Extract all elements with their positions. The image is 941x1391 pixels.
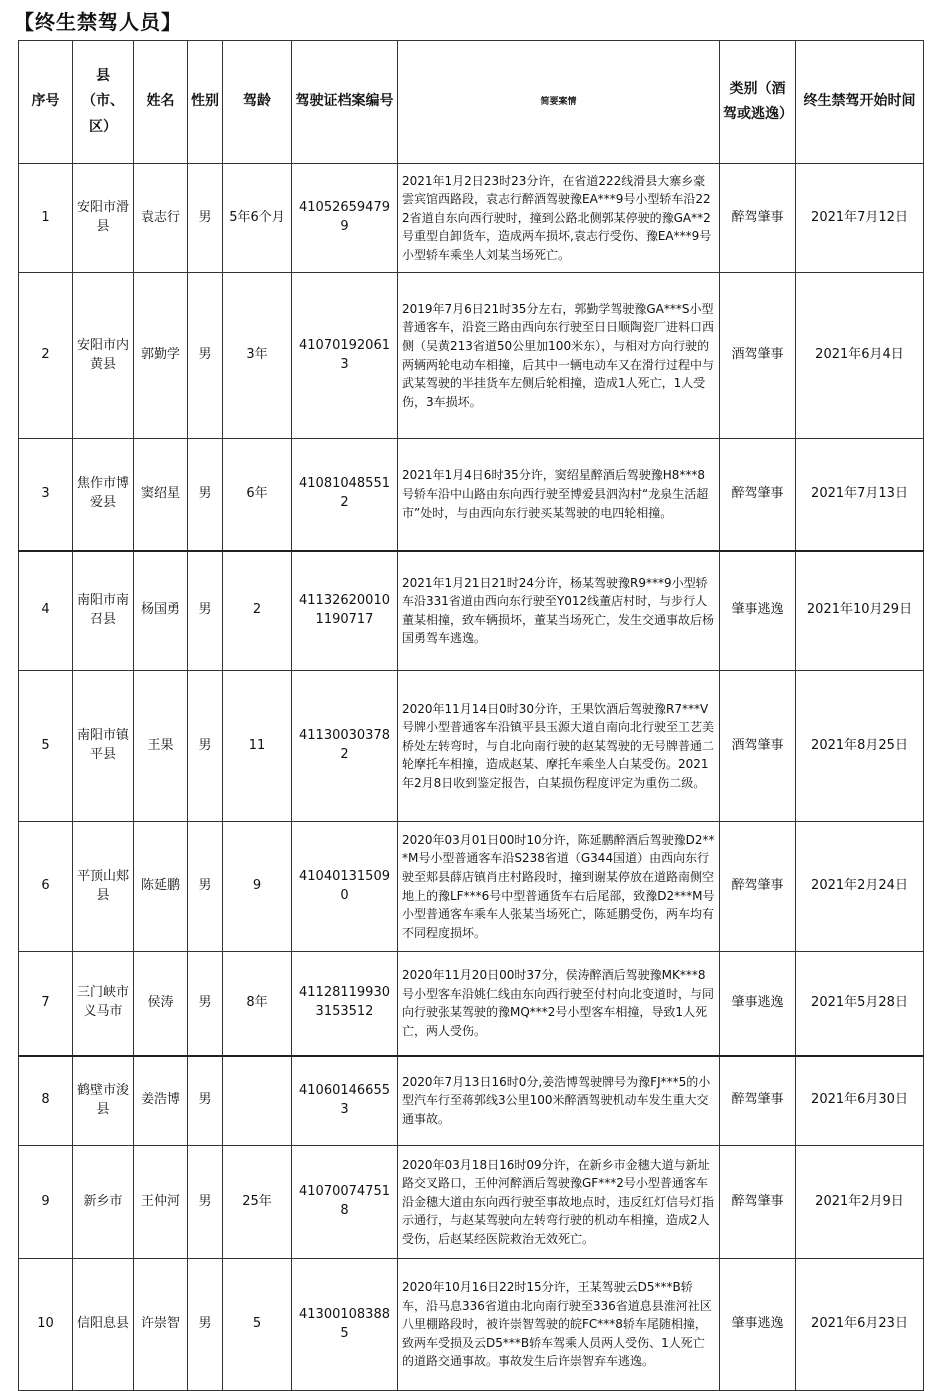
gender-cell: 男 [188,671,223,822]
name-cell: 杨国勇 [134,551,188,671]
category-cell: 醉驾肇事 [720,164,796,273]
license-cell: 413001083885 [292,1259,398,1391]
header-county: 县（市、区） [73,41,134,164]
driving-age-cell: 11 [223,671,292,822]
seq-cell: 6 [19,822,73,952]
category-cell: 肇事逃逸 [720,551,796,671]
license-cell: 411281199303153512 [292,952,398,1056]
driving-age-cell: 8年 [223,952,292,1056]
case-cell: 2020年03月18日16时09分许，在新乡市金穗大道与新址路交叉路口，王仲河醉酒后驾驶豫GF***2号小型普通客车沿金穗大道由东向西行驶至事故地点时，违反红灯信号灯指示通行，与赵某驾驶向左转弯行驶的机动车相撞，造成2人受伤，后赵某经医院救治无效死亡。 [398,1146,720,1259]
start-date-cell: 2021年2月9日 [796,1146,924,1259]
header-category: 类别（酒驾或逃逸） [720,41,796,164]
name-cell: 许崇智 [134,1259,188,1391]
license-cell: 410601466553 [292,1056,398,1146]
start-date-cell: 2021年2月24日 [796,822,924,952]
county-cell: 新乡市 [73,1146,134,1259]
county-cell: 安阳市内黄县 [73,273,134,439]
category-cell: 肇事逃逸 [720,952,796,1056]
case-cell: 2019年7月6日21时35分左右，郭勤学驾驶豫GA***S小型普通客车，沿瓷三路由西向东行驶至日日顺陶瓷厂进料口西侧（吴黄213省道50公里加100米东），与相对方向行驶的两辆两轮电动车相撞，后其中一辆电动车又在滑行过程中与武某驾驶的半挂货车左侧后轮相撞，造成1人死亡，1人受伤，3车损坏。 [398,273,720,439]
start-date-cell: 2021年6月30日 [796,1056,924,1146]
gender-cell: 男 [188,1146,223,1259]
category-cell: 肇事逃逸 [720,1259,796,1391]
category-cell: 酒驾肇事 [720,671,796,822]
table-row [19,164,924,273]
county-cell: 信阳息县 [73,1259,134,1391]
header-driving-age: 驾龄 [223,41,292,164]
table-row [19,1259,924,1391]
case-cell: 2021年1月21日21时24分许，杨某驾驶豫R9***9小型轿车沿331省道由西向东行驶至Y012线董店村时，与步行人董某相撞，致车辆损坏，董某当场死亡，发生交通事故后杨国勇驾车逃逸。 [398,551,720,671]
name-cell: 姜浩博 [134,1056,188,1146]
license-cell: 410526594799 [292,164,398,273]
category-cell: 醉驾肇事 [720,1146,796,1259]
header-ban-start-date: 终生禁驾开始时间 [796,41,924,164]
header-case-summary: 简要案情 [398,41,720,164]
driving-age-cell [223,1056,292,1146]
case-cell: 2020年7月13日16时0分,姜浩博驾驶牌号为豫FJ***5的小型汽车行至蒋郭线3公里100米醉酒驾驶机动车发生重大交通事故。 [398,1056,720,1146]
county-cell: 平顶山郏县 [73,822,134,952]
county-cell: 南阳市镇平县 [73,671,134,822]
driving-age-cell: 5 [223,1259,292,1391]
case-cell: 2021年1月2日23时23分许，在省道222线滑县大寨乡豪雲宾馆西路段，袁志行醉酒驾驶豫EA***9号小型轿车沿222省道自东向西行驶时，撞到公路北侧郭某停驶的豫GA**2号重型自卸货车，造成两车损坏,袁志行受伤、豫EA***9号小型轿车乘坐人刘某当场死亡。 [398,164,720,273]
driving-age-cell: 2 [223,551,292,671]
start-date-cell: 2021年7月13日 [796,439,924,551]
license-cell: 410700747518 [292,1146,398,1259]
case-cell: 2020年11月14日0时30分许，王果饮酒后驾驶豫R7***V号牌小型普通客车沿镇平县玉源大道自南向北行驶至工艺美桥处左转弯时，与自北向南行驶的赵某驾驶的无号牌普通二轮摩托车相撞，造成赵某、摩托车乘坐人白某受伤。2021年2月8日收到鉴定报告，白某损伤程度评定为重伤二级。 [398,671,720,822]
license-cell: 411326200101190717 [292,551,398,671]
county-cell: 鹤壁市浚县 [73,1056,134,1146]
seq-cell: 3 [19,439,73,551]
gender-cell: 男 [188,952,223,1056]
driving-age-cell: 25年 [223,1146,292,1259]
case-cell: 2020年11月20日00时37分，侯涛醉酒后驾驶豫MK***8号小型客车沿姚仁线由东向西行驶至付村向北变道时，与同向行驶张某驾驶的豫MQ***2号小型客车相撞，导致1人死亡，两人受伤。 [398,952,720,1056]
start-date-cell: 2021年5月28日 [796,952,924,1056]
case-cell: 2020年10月16日22时15分许，王某驾驶云D5***B轿车，沿马息336省道由北向南行驶至336省道息县淮河社区八里棚路段时，被许崇智驾驶的皖FC***8轿车尾随相撞，致两车受损及云D5***B轿车驾乘人员两人受伤、1人死亡的道路交通事故。事故发生后许崇智弃车逃逸。 [398,1259,720,1391]
license-cell: 410701920613 [292,273,398,439]
driving-age-cell: 5年6个月 [223,164,292,273]
seq-cell: 2 [19,273,73,439]
category-cell: 酒驾肇事 [720,273,796,439]
county-cell: 南阳市南召县 [73,551,134,671]
category-cell: 醉驾肇事 [720,822,796,952]
name-cell: 窦绍星 [134,439,188,551]
driving-age-cell: 3年 [223,273,292,439]
page-title: 【终生禁驾人员】 [14,10,182,34]
gender-cell: 男 [188,164,223,273]
license-cell: 410810485512 [292,439,398,551]
table-row [19,1146,924,1259]
start-date-cell: 2021年10月29日 [796,551,924,671]
county-cell: 焦作市博爱县 [73,439,134,551]
start-date-cell: 2021年7月12日 [796,164,924,273]
gender-cell: 男 [188,1259,223,1391]
seq-cell: 4 [19,551,73,671]
case-cell: 2020年03月01日00时10分许，陈延鹏醉酒后驾驶豫D2***M号小型普通客车沿S238省道（G344国道）由西向东行驶至郏县薛店镇肖庄村路段时，撞到谢某停放在道路南侧空地上的豫LF***6号中型普通货车右后尾部，致豫D2***M号小型普通客车乘车人张某当场死亡，陈延鹏受伤，两车均有不同程度损坏。 [398,822,720,952]
start-date-cell: 2021年8月25日 [796,671,924,822]
start-date-cell: 2021年6月23日 [796,1259,924,1391]
name-cell: 袁志行 [134,164,188,273]
county-cell: 三门峡市义马市 [73,952,134,1056]
table-row [19,822,924,952]
driving-age-cell: 9 [223,822,292,952]
start-date-cell: 2021年6月4日 [796,273,924,439]
table-row [19,551,924,671]
license-cell: 410401315090 [292,822,398,952]
name-cell: 侯涛 [134,952,188,1056]
seq-cell: 7 [19,952,73,1056]
table-row [19,671,924,822]
table-row [19,1056,924,1146]
category-cell: 醉驾肇事 [720,439,796,551]
header-license-number: 驾驶证档案编号 [292,41,398,164]
county-cell: 安阳市滑县 [73,164,134,273]
name-cell: 郭勤学 [134,273,188,439]
table-row [19,439,924,551]
name-cell: 王果 [134,671,188,822]
seq-cell: 8 [19,1056,73,1146]
seq-cell: 1 [19,164,73,273]
name-cell: 王仲河 [134,1146,188,1259]
gender-cell: 男 [188,439,223,551]
gender-cell: 男 [188,1056,223,1146]
header-name: 姓名 [134,41,188,164]
header-seq: 序号 [19,41,73,164]
name-cell: 陈延鹏 [134,822,188,952]
gender-cell: 男 [188,551,223,671]
gender-cell: 男 [188,273,223,439]
driving-age-cell: 6年 [223,439,292,551]
header-row [19,41,924,164]
case-cell: 2021年1月4日6时35分许，窦绍星醉酒后驾驶豫H8***8号轿车沿中山路由东向西行驶至博爱县泗沟村“龙泉生活超市”处时，与由西向东行驶买某驾驶的电四轮相撞。 [398,439,720,551]
seq-cell: 5 [19,671,73,822]
header-gender: 性别 [188,41,223,164]
seq-cell: 10 [19,1259,73,1391]
category-cell: 醉驾肇事 [720,1056,796,1146]
table-row [19,273,924,439]
banned-drivers-table [18,40,924,1391]
gender-cell: 男 [188,822,223,952]
license-cell: 411300303782 [292,671,398,822]
seq-cell: 9 [19,1146,73,1259]
table-row [19,952,924,1056]
